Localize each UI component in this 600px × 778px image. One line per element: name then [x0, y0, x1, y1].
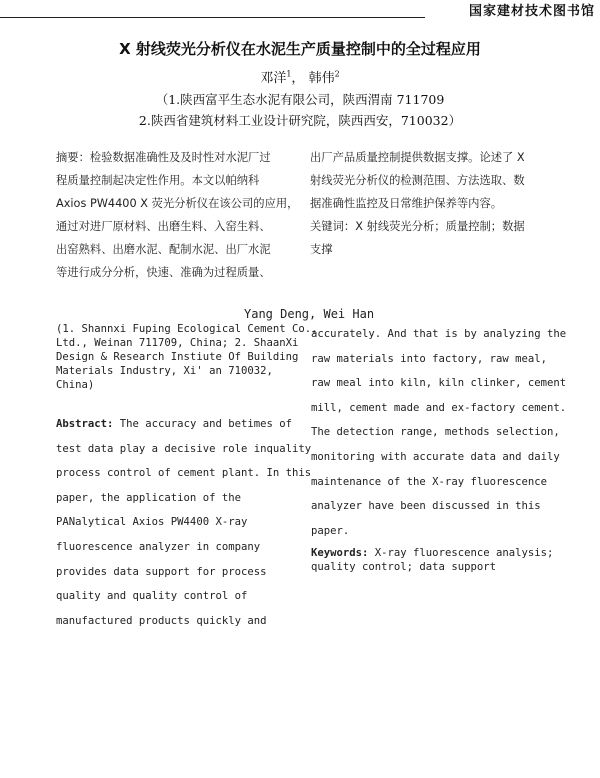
affiliations-en — [56, 322, 318, 392]
text-line: Axios PW4400 X 荧光分析仪在该公司的应用， — [56, 197, 299, 210]
keywords-en — [311, 546, 556, 574]
text-line: fluorescence analyzer in company — [56, 540, 261, 553]
affiliation-cn: （1.陕西富平生态水泥有限公司，陕西渭南 711709 — [155, 92, 445, 107]
text-line: 出窑熟料、出磨水泥、配制水泥、出厂水泥 — [56, 243, 271, 256]
abstract-en-label: Abstract: — [56, 418, 114, 430]
text-line: China) — [56, 379, 95, 391]
text-line: test data play a decisive role inquality — [56, 442, 312, 455]
text-line: quality and quality control of — [56, 590, 248, 603]
text-line: paper, the application of the — [56, 491, 241, 504]
text-line: 程质量控制起决定性作用。本文以帕纳科 — [56, 174, 260, 187]
abstract-en-right-column — [311, 322, 567, 543]
text-line: Design & Research Instiute Of Building — [56, 351, 299, 363]
text-line: 射线荧光分析仪的检测范围、方法选取、数 — [310, 174, 525, 187]
text-line: 等进行成分分析，快速、准确为过程质量、 — [56, 266, 271, 279]
text-line: raw meal into kiln, kiln clinker, cement — [311, 377, 567, 390]
text-line: paper. — [311, 524, 350, 537]
text-line: raw materials into factory, raw meal, — [311, 352, 547, 365]
text-line: (1. Shannxi Fuping Ecological Cement Co., — [56, 323, 318, 335]
author-sup: 2 — [334, 69, 340, 79]
text-line: manufactured products quickly and — [56, 614, 267, 627]
text-line — [311, 546, 556, 560]
text-line — [56, 412, 296, 437]
header-library-name: 国家建材技术图书馆 — [468, 4, 595, 19]
keywords-cn-line: 关键词：X 射线荧光分析；质量控制；数据 — [310, 220, 525, 233]
keywords-cn-line: 支撑 — [310, 243, 333, 256]
author-sup: 1 — [286, 69, 292, 79]
text-line: 摘要：检验数据准确性及及时性对水泥厂过 — [56, 151, 271, 164]
abstract-en-text: The accuracy and betimes of — [113, 418, 292, 430]
text-line: 通过对进厂原材料、出磨生料、入窑生料、 — [56, 220, 271, 233]
text-line: analyzer have been discussed in this — [311, 500, 541, 513]
text-line: 出厂产品质量控制提供数据支撑。论述了 X — [310, 151, 525, 164]
text-line: process control of cement plant. In this — [56, 467, 312, 480]
paper-title: X 射线荧光分析仪在水泥生产质量控制中的全过程应用 — [119, 40, 481, 58]
authors-en: Yang Deng, Wei Han — [244, 307, 375, 321]
text-line: The detection range, methods selection, — [311, 426, 560, 439]
text-line: mill, cement made and ex-factory cement. — [311, 401, 567, 414]
affiliation-cn: 2.陕西省建筑材料工业设计研究院，陕西西安，710032） — [138, 113, 462, 128]
keywords-en-label: Keywords: — [311, 547, 369, 559]
text-line: provides data support for process — [56, 565, 267, 578]
text-line: maintenance of the X-ray fluorescence — [311, 475, 547, 488]
text-line: quality control; data support — [311, 561, 496, 573]
text-line: monitoring with accurate data and daily — [311, 450, 560, 463]
abstract-en-left-column — [56, 412, 312, 633]
text-line: accurately. And that is by analyzing the — [311, 328, 567, 340]
text-line: Materials Industry, Xi' an 710032, — [56, 365, 273, 377]
author-separator: ， — [291, 71, 305, 86]
text-line: PANalytical Axios PW4400 X-ray — [56, 516, 248, 529]
authors-cn — [0, 67, 600, 86]
author-name: 邓洋 — [260, 71, 287, 86]
text-line: 据准确性监控及日常维护保养等内容。 — [310, 197, 503, 210]
keywords-en-text: X-ray fluorescence analysis; — [368, 547, 554, 559]
abstract-cn-right-column — [310, 146, 550, 261]
text-line: Ltd., Weinan 711709, China; 2. ShaanXi — [56, 337, 299, 349]
header-rule — [0, 17, 425, 18]
abstract-cn-left-column — [56, 146, 299, 284]
author-name: 韩伟 — [308, 71, 335, 86]
